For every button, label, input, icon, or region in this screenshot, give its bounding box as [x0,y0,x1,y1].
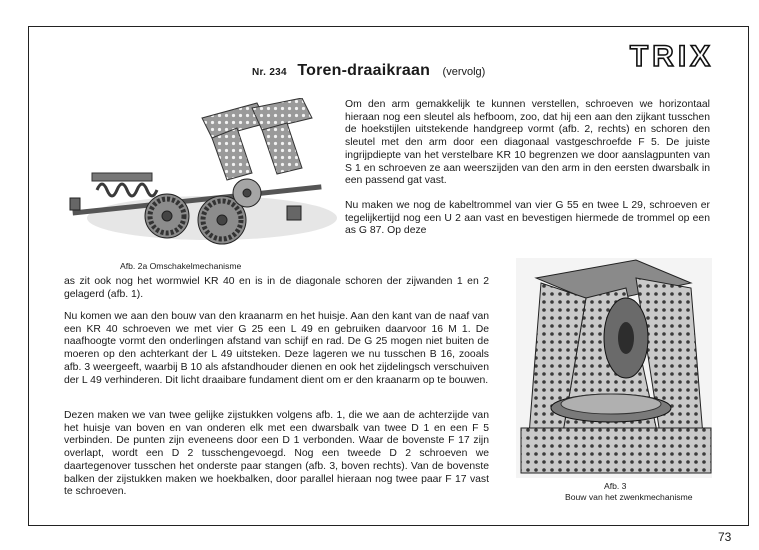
figure-3-caption-label: Afb. 3 [604,481,627,491]
figure-3-illustration [516,258,712,478]
paragraph-side-pieces: Dezen maken we van twee gelijke zijstukken volgens afb. 1, die we aan de achterzijde van het huisje van boven en van onderen elk met een dwarsbalk van twee D 1 en een F 5 verbinden. De punten zijn eveneens door een D 1 verbonden. Waar de bovenste F 17 zijn overlapt, wordt een D 2 tusschengevoegd. Nog een tweede D 2 schroeven we daartegenover tusschen het onderste paar stangen (afb. 3, boven rechts). Van de bovenste balken der zijstukken maken we hoekbalken, door parallel hieraan nog twee paar F 17 vast te schroeven. [64,410,489,498]
figure-2a-caption: Afb. 2a Omschakelmechanisme [120,261,242,271]
figure-3-caption-title: Bouw van het zwenkmechanisme [565,492,693,502]
paragraph-worm-wheel: as zit ook nog het wormwiel KR 40 en is in de diagonale schoren der zijwanden 1 en 2 gelagerd (afb. 1). [64,276,489,300]
model-number: Nr. 234 [252,67,287,78]
figure-2a-illustration [62,98,337,258]
brand-lettering: TRIX [629,40,715,73]
page-number: 73 [718,530,732,544]
paragraph-cable-drum: Nu maken we nog de kabeltrommel van vier G 55 en twee L 29, schroeven er tegelijkertijd nog een U 2 aan vast en bevestigen hiermede de trommel op een as G 87. Op deze [345,200,710,237]
trix-logo [619,37,725,73]
paragraph-crane-arm: Nu komen we aan den bouw van den kraanarm en het huisje. Aan den kant van de naaf van een KR 40 schroeven we met vier G 25 een L 49 en gebruiken daarvoor 16 M 1. De naafhoogte vormt den onderlingen afstand van schijf en rad. De G 25 mogen niet buiten de moeren op den achterkant der L 49 uitsteken. Deze lageren we nu tusschen B 16, zooals afb. 3 weergeeft, waarbij B 10 als afstandhouder dienen en ook het zijdelingsch verschuiven der L 49 verhinderen. Dit licht draaibare fundament dient om er den kraanarm op te bouwen. [64,311,489,386]
model-title: Toren-draaikraan [297,62,431,79]
title-continued: (vervolg) [442,66,486,78]
paragraph-arm-adjustment: Om den arm gemakkelijk te kunnen verstellen, schroeven we horizontaal hieraan nog een sleutel als hefboom, zoo, dat hij een aan den zijkant tusschen de hoekstijlen uitstekende handgreep vormt (afb. 2, rechts) en schoren den sleutel met den arm door een diagonaal vastgeschroefde F 5. De juiste ingrijpdiepte van het verstelbare KR 10 begrenzen we door aanslagpunten van S 1 en schroeven ze aan weerszijden van den arm in den eersten dwarsbalk in een passend gat vast. [345,99,710,187]
page-title [252,62,485,80]
